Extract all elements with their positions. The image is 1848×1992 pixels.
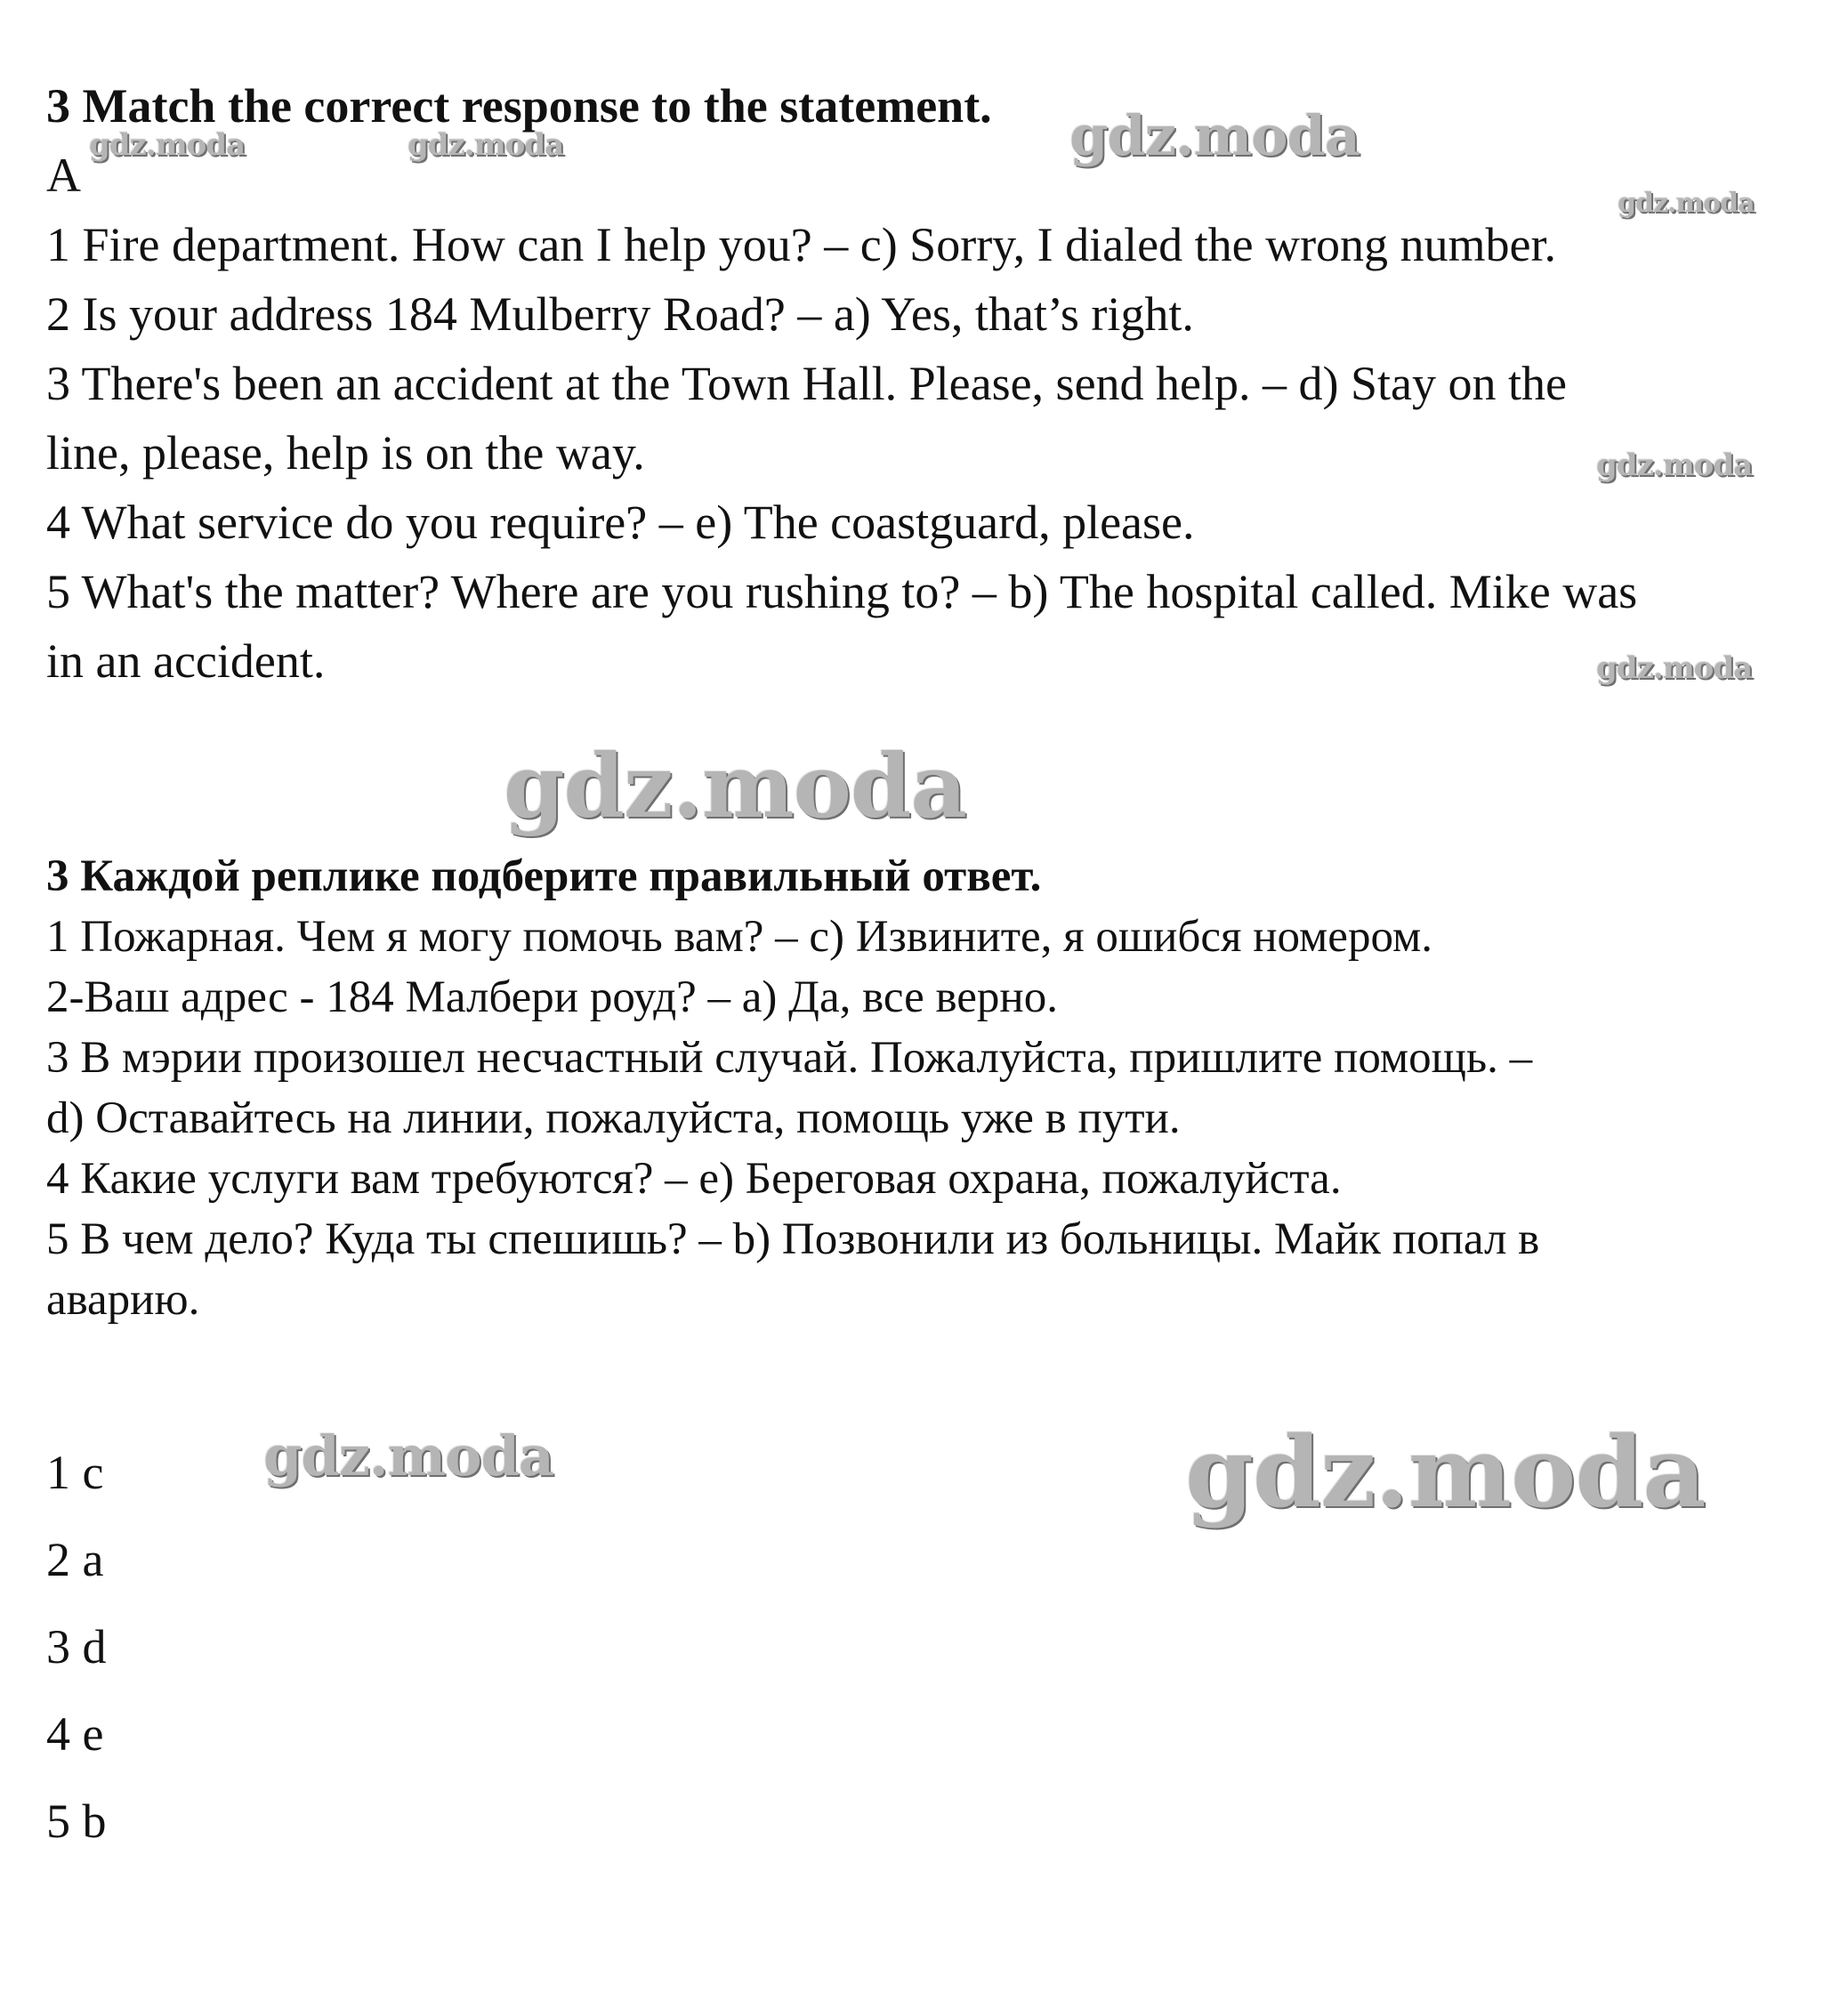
watermark-logo: gdz.moda	[263, 1423, 553, 1488]
russian-heading: 3 Каждой реплике подберите правильный ответ.	[46, 851, 1042, 901]
watermark-logo: gdz.moda	[1069, 103, 1360, 168]
english-line-2: 2 Is your address 184 Mulberry Road? – a) Yes, that’s right.	[46, 287, 1194, 341]
answer-5: 5 b	[46, 1794, 107, 1848]
watermark-logo: gdz.moda	[408, 127, 564, 163]
watermark-logo: gdz.moda	[1596, 448, 1753, 483]
russian-line-3: 3 В мэрии произошел несчастный случай. Пожалуйста, пришлите помощь. –	[46, 1033, 1533, 1083]
russian-line-4: d) Оставайтесь на линии, пожалуйста, помощь уже в пути.	[46, 1093, 1181, 1143]
watermark-logo: gdz.moda	[1596, 650, 1753, 686]
answer-3: 3 d	[46, 1620, 107, 1673]
english-line-7: in an accident.	[46, 634, 326, 688]
section-label: A	[46, 149, 81, 202]
answer-2: 2 a	[46, 1533, 104, 1586]
english-line-4: line, please, help is on the way.	[46, 426, 645, 480]
english-line-3: 3 There's been an accident at the Town Hall. Please, send help. – d) Stay on the	[46, 357, 1567, 410]
russian-line-6: 5 В чем дело? Куда ты спешишь? – b) Позвонили из больницы. Майк попал в	[46, 1214, 1540, 1264]
watermark-logo: gdz.moda	[89, 127, 246, 163]
watermark-logo: gdz.moda	[504, 736, 966, 838]
watermark-logo: gdz.moda	[1185, 1415, 1706, 1529]
watermark-logo: gdz.moda	[1618, 188, 1755, 219]
answer-1: 1 c	[46, 1446, 104, 1499]
russian-line-7: аварию.	[46, 1275, 200, 1325]
russian-line-1: 1 Пожарная. Чем я могу помочь вам? – c) Извините, я ошибся номером.	[46, 912, 1432, 962]
russian-line-2: 2-Ваш адрес - 184 Малбери роуд? – a) Да, все верно.	[46, 972, 1058, 1022]
russian-line-5: 4 Какие услуги вам требуются? – e) Береговая охрана, пожалуйста.	[46, 1154, 1342, 1204]
english-line-5: 4 What service do you require? – e) The coastguard, please.	[46, 496, 1195, 549]
english-line-6: 5 What's the matter? Where are you rushing to? – b) The hospital called. Mike was	[46, 565, 1638, 618]
english-line-1: 1 Fire department. How can I help you? – c) Sorry, I dialed the wrong number.	[46, 218, 1557, 271]
answer-4: 4 e	[46, 1707, 104, 1761]
english-heading: 3 Match the correct response to the statement.	[46, 79, 992, 133]
